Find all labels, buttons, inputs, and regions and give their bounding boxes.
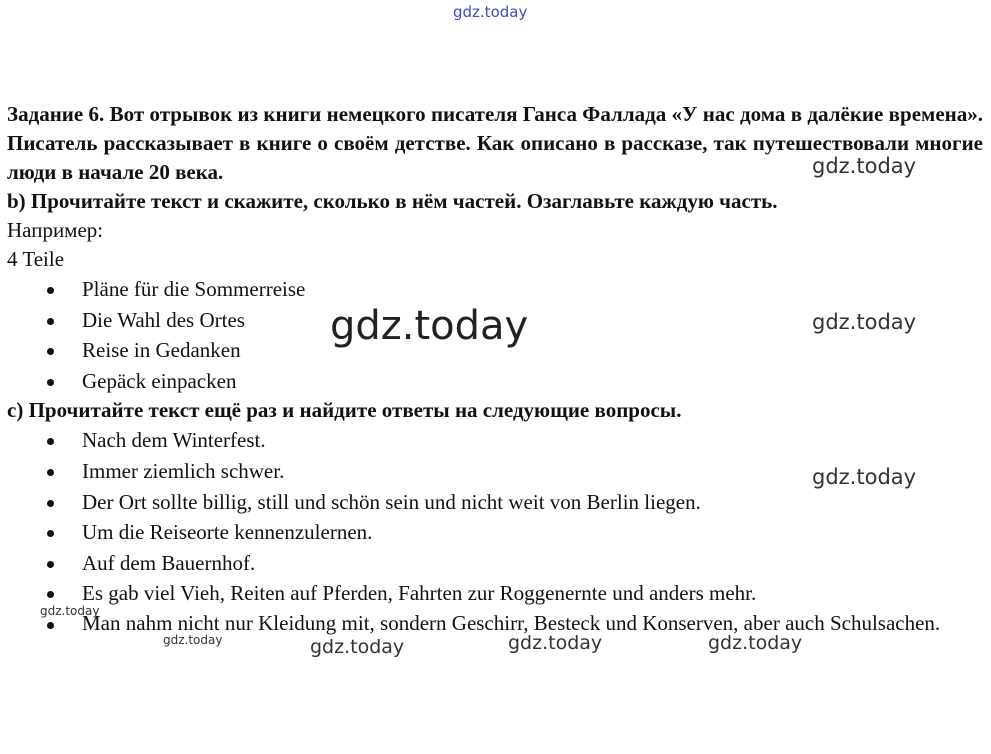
list-item: Um die Reiseorte kennenzulernen.: [7, 517, 983, 548]
bullet-icon: [47, 348, 54, 355]
bullet-icon: [47, 318, 54, 325]
example-label: Например:: [7, 218, 104, 242]
watermark-center-big: gdz.today: [330, 303, 529, 349]
list-item: Es gab viel Vieh, Reiten auf Pferden, Fahrten zur Roggenernte und anders mehr.: [7, 578, 983, 609]
bullet-icon: [47, 379, 54, 386]
watermark-right-2: gdz.today: [812, 310, 917, 334]
list-item: Immer ziemlich schwer.: [7, 456, 983, 487]
list-item: Nach dem Winterfest.: [7, 425, 983, 456]
bullet-icon: [47, 469, 54, 476]
bullet-icon: [47, 622, 54, 629]
watermark-small-1: gdz.today: [40, 604, 100, 618]
task-intro: Задание 6. Вот отрывок из книги немецкого писателя Ганса Фаллада «У нас дома в далёкие времена». Писатель рассказывает в книге о своём детстве. Как описано в рассказе, так путешествовали многие люди в начале 20 века.: [7, 102, 983, 184]
list-item: Die Wahl des Ortes: [7, 305, 983, 336]
list-item: Pläne für die Sommerreise: [7, 274, 983, 305]
part-b-heading: b) Прочитайте текст и скажите, сколько в нём частей. Озаглавьте каждую часть.: [7, 189, 778, 213]
list-item: Man nahm nicht nur Kleidung mit, sondern Geschirr, Besteck und Konserven, aber auch Schulsachen.: [7, 609, 983, 638]
list-item: Reise in Gedanken: [7, 335, 983, 366]
bullet-icon: [47, 591, 54, 598]
list-item: Auf dem Bauernhof.: [7, 548, 983, 579]
watermark-bottom-2: gdz.today: [508, 632, 603, 654]
watermark-top: gdz.today: [453, 3, 528, 21]
document-body: [7, 100, 983, 638]
list-item: Gepäck einpacken: [7, 366, 983, 397]
bullet-icon: [47, 530, 54, 537]
bullet-icon: [47, 500, 54, 507]
watermark-right-1: gdz.today: [812, 154, 917, 178]
watermark-small-2: gdz.today: [163, 633, 223, 647]
parts-count: 4 Teile: [7, 247, 65, 271]
answers-list: [7, 425, 983, 638]
watermark-right-3: gdz.today: [812, 465, 917, 489]
part-c-heading: c) Прочитайте текст ещё раз и найдите ответы на следующие вопросы.: [7, 398, 682, 423]
list-item: Der Ort sollte billig, still und schön sein und nicht weit von Berlin liegen.: [7, 487, 983, 518]
bullet-icon: [47, 438, 54, 445]
watermark-bottom-3: gdz.today: [708, 632, 803, 654]
bullet-icon: [47, 561, 54, 568]
bullet-icon: [47, 287, 54, 294]
watermark-bottom-1: gdz.today: [310, 636, 405, 658]
